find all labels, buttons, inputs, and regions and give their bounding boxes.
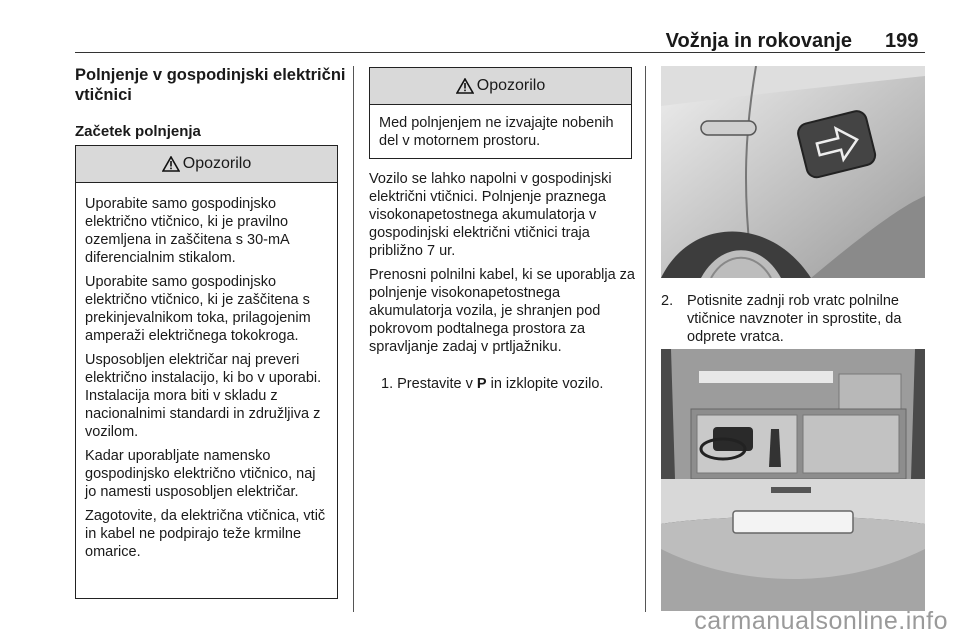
charge-port-illustration	[661, 66, 925, 278]
trunk-storage-illustration	[661, 349, 925, 611]
step-text: Potisnite zadnji rob vratc polnilne vtičnice navznoter in sprostite, da odprete vratca.	[687, 293, 902, 345]
page-number: 199	[885, 30, 919, 52]
step-1	[381, 375, 636, 393]
step-number: 1.	[381, 376, 394, 392]
body-text	[369, 170, 637, 362]
step-2	[661, 292, 927, 346]
step-text-pre: Prestavite v	[397, 376, 477, 392]
running-header: Vožnja in rokovanje	[665, 30, 852, 52]
warning-paragraph: Zagotovite, da električna vtičnica, vtič in kabel ne podpirajo teže krmilne omarice.	[85, 508, 326, 560]
section-heading: Polnjenje v gospodinjski električni vtičnici	[75, 66, 346, 104]
gear-position-p: P	[476, 376, 487, 392]
warning-title: Opozorilo	[476, 77, 546, 94]
charge-port-door-image	[661, 66, 925, 278]
warning-box-1	[75, 145, 338, 599]
column-divider-2	[645, 66, 646, 612]
warning-title: Opozorilo	[182, 155, 252, 172]
warning-triangle-icon	[162, 156, 180, 172]
warning-paragraph: Kadar uporabljate namensko gospodinjsko električno vtičnico, naj jo namesti usposobljen električar.	[85, 448, 316, 500]
watermark: carmanualsonline.info	[694, 607, 948, 635]
warning-paragraph: Usposobljen električar naj preveri električno instalacijo, ki bo v uporabi. Instalacija mora biti v skladu z nacionalnimi standardi in združljiva z vozilom.	[85, 352, 322, 440]
step-text-post: in izklopite vozilo.	[486, 376, 604, 392]
body-paragraph: Prenosni polnilni kabel, ki se uporablja za polnjenje visokonapetostnega akumulatorja vozila, je shranjen pod pokrovom podtalnega prostora za spravljanje zadaj v prtljažniku.	[369, 267, 635, 355]
warning-paragraph: Med polnjenjem ne izvajajte nobenih del v motornem prostoru.	[379, 115, 614, 149]
warning-box-2	[369, 67, 632, 159]
header-rule	[75, 52, 925, 53]
warning-triangle-icon	[456, 78, 474, 94]
column-divider-1	[353, 66, 354, 612]
warning-box-header	[370, 68, 631, 105]
warning-paragraph: Uporabite samo gospodinjsko električno vtičnico, ki je pravilno ozemljena in zaščitena s 30-mA diferencialnim stikalom.	[85, 196, 289, 266]
warning-paragraph: Uporabite samo gospodinjsko električno vtičnico, ki je zaščitena s prekinjevalnikom toka, prilagojenim amperaži električnega tokokroga.	[85, 274, 311, 344]
trunk-cable-storage-image	[661, 349, 925, 611]
subsection-heading: Začetek polnjenja	[75, 123, 201, 140]
body-paragraph: Vozilo se lahko napolni v gospodinjski električni vtičnici. Polnjenje praznega visokonapetostnega akumulatorja v gospodinjski električni vtičnici traja približno 7 ur.	[369, 171, 612, 259]
warning-box-header	[76, 146, 337, 183]
step-number: 2.	[661, 293, 674, 309]
